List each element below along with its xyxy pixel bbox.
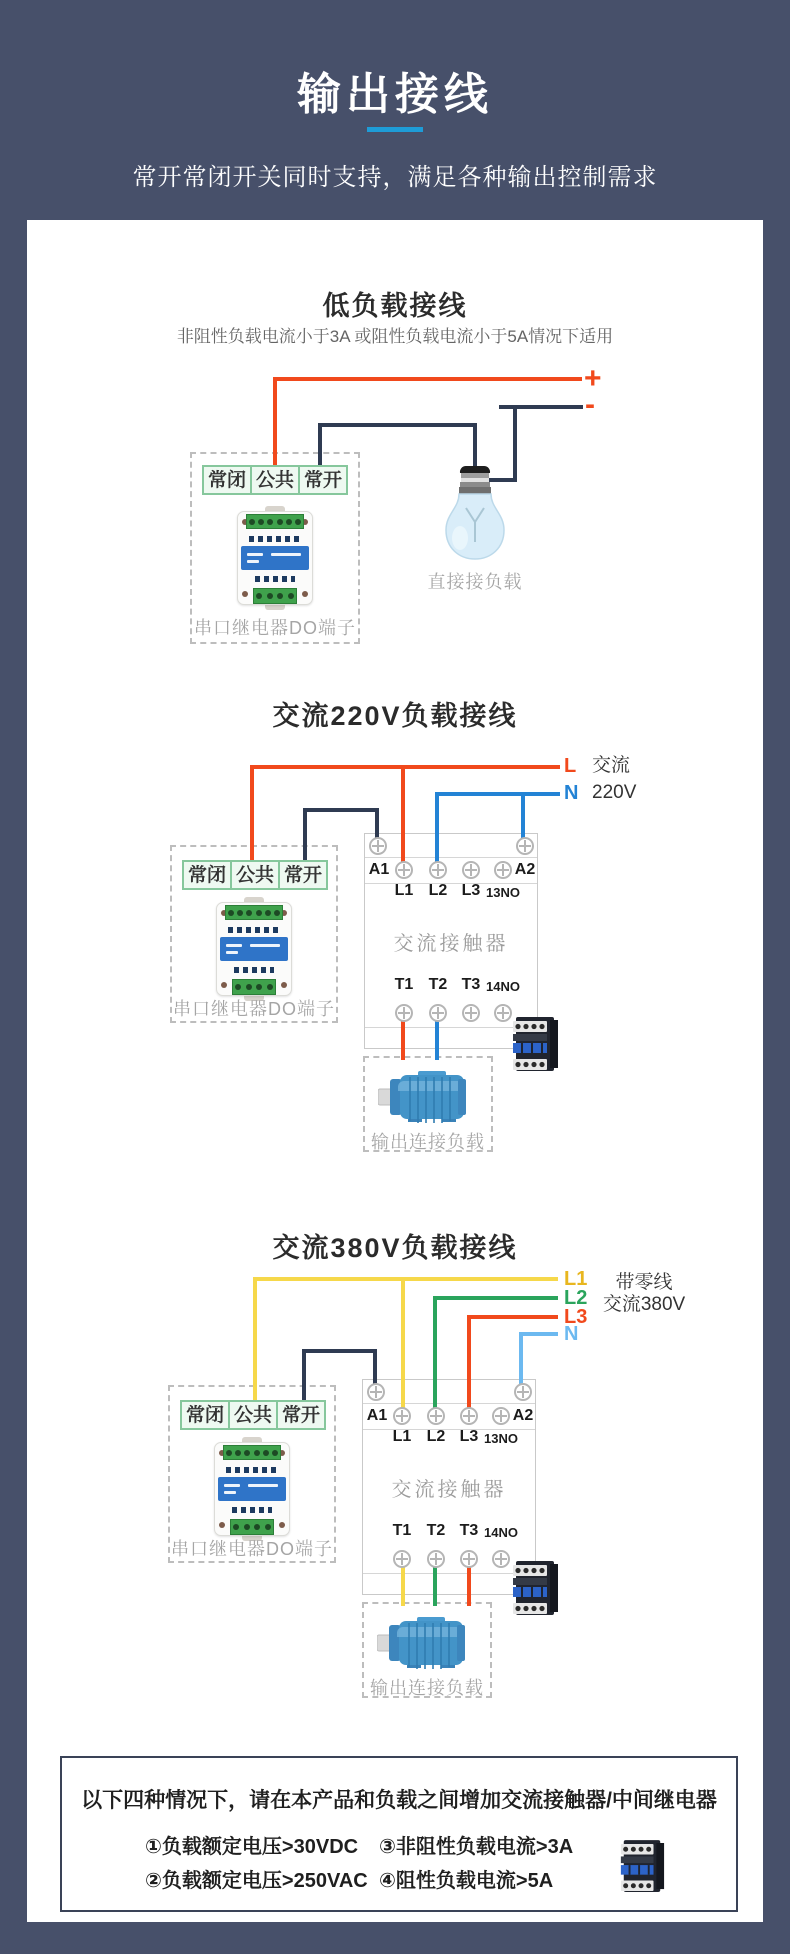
screw-terminal-icon [395, 861, 413, 879]
screw-terminal-icon [492, 1550, 510, 1568]
label-a2: A2 [514, 861, 536, 878]
screw-terminal-icon [462, 1004, 480, 1022]
wire-l3-horizontal [467, 1315, 558, 1319]
label-neutral: N [564, 782, 579, 804]
wire-l2-to-contactor [433, 1296, 437, 1415]
label-l3-wire: L3 [564, 1306, 588, 1328]
relay-terminal-row [202, 465, 348, 495]
contactor-photo-icon [510, 1016, 560, 1074]
wire-no-vertical [302, 1349, 306, 1400]
bulb-caption: 直接接负载 [427, 572, 523, 592]
label-l1: L1 [394, 882, 414, 899]
screw-terminal-icon [395, 1004, 413, 1022]
wire-neutral-to-l2 [435, 792, 439, 869]
wire-l1-horizontal [253, 1277, 558, 1281]
screw-terminal-icon [516, 837, 534, 855]
label-a1: A1 [366, 1407, 388, 1424]
label-t3: T3 [459, 1522, 479, 1539]
relay-do-box [190, 452, 360, 644]
relay-label-band [241, 546, 309, 570]
source-text-1: 交流 [592, 755, 631, 776]
wire-live-to-l1 [401, 765, 405, 869]
label-t1: T1 [394, 976, 414, 993]
label-live: L [564, 755, 577, 777]
notice-item-3: ③非阻性负载电流>3A [379, 1836, 574, 1858]
relay-caption: 串口继电器DO端子 [194, 618, 356, 638]
wire-minus-vertical [513, 405, 517, 482]
relay-caption: 串口继电器DO端子 [171, 1539, 333, 1559]
contactor-photo-icon [618, 1838, 666, 1896]
wire-l1-to-contactor [401, 1277, 405, 1415]
wire-no-horizontal [302, 1349, 377, 1353]
label-l3: L3 [459, 1428, 479, 1445]
page-subtitle: 常开常闭开关同时支持，满足各种输出控制需求 [132, 164, 658, 191]
load-box [363, 1056, 493, 1152]
page-title: 输出接线 [297, 70, 493, 119]
screw-terminal-icon [393, 1407, 411, 1425]
notice-item-2: ②负载额定电压>250VAC [145, 1870, 368, 1892]
wire-neutral-horizontal [435, 792, 560, 796]
label-l1-wire: L1 [564, 1268, 588, 1290]
source-text-2: 220V [592, 782, 637, 803]
minus-terminal-label: - [585, 388, 595, 421]
contactor-name: 交流接触器 [393, 933, 509, 955]
terminal-no: 常开 [276, 1400, 326, 1430]
terminal-nc: 常闭 [202, 465, 252, 495]
source-text-2: 交流380V [602, 1294, 686, 1315]
wire-l1-to-com [253, 1277, 257, 1400]
terminal-com: 公共 [250, 465, 300, 495]
label-l2: L2 [428, 882, 448, 899]
notice-item-1: ①负载额定电压>30VDC [145, 1836, 359, 1858]
terminal-no: 常开 [298, 465, 348, 495]
label-t2: T2 [426, 1522, 446, 1539]
label-t2: T2 [428, 976, 448, 993]
motor-caption: 输出连接负载 [370, 1678, 484, 1698]
notice-item-4: ④阻性负载电流>5A [379, 1870, 554, 1892]
label-l2: L2 [426, 1428, 446, 1445]
wire-minus-horizontal [499, 405, 583, 409]
screw-terminal-icon [427, 1550, 445, 1568]
motor-caption: 输出连接负载 [371, 1132, 485, 1152]
relay-caption: 串口继电器DO端子 [173, 999, 335, 1019]
relay-top-terminal [246, 514, 304, 529]
screw-terminal-icon [393, 1550, 411, 1568]
relay-module-image [233, 506, 317, 610]
section-ac220-title: 交流220V负载接线 [272, 701, 518, 731]
screw-terminal-icon [494, 861, 512, 879]
screw-terminal-icon [514, 1383, 532, 1401]
label-l1: L1 [392, 1428, 412, 1445]
wire-live-horizontal [250, 765, 560, 769]
notice-title: 以下四种情况下，请在本产品和负载之间增加交流接触器/中间继电器 [81, 1789, 717, 1812]
motor-icon [377, 1617, 481, 1669]
screw-terminal-icon [429, 861, 447, 879]
screw-terminal-icon [462, 861, 480, 879]
label-14no: 14NO [484, 1525, 518, 1540]
terminal-nc: 常闭 [182, 860, 232, 890]
label-n-wire: N [564, 1323, 579, 1345]
wire-common-to-plus-vertical [273, 377, 277, 467]
section-low-load-title: 低负载接线 [322, 291, 468, 321]
source-text-1: 带零线 [615, 1272, 673, 1293]
wire-bulb-top [473, 423, 477, 470]
light-bulb-icon [440, 464, 510, 564]
label-13no: 13NO [486, 885, 520, 900]
section-low-load-subtitle: 非阻性负载电流小于3A 或阻性负载电流小于5A情况下适用 [176, 327, 614, 346]
load-box [362, 1602, 492, 1698]
relay-terminal-row [180, 1400, 326, 1430]
screw-terminal-icon [367, 1383, 385, 1401]
screw-terminal-icon [460, 1550, 478, 1568]
screw-terminal-icon [429, 1004, 447, 1022]
relay-bottom-terminal [253, 588, 297, 604]
wire-plus-horizontal [273, 377, 582, 381]
relay-do-box [168, 1385, 336, 1563]
label-14no: 14NO [486, 979, 520, 994]
contactor-name: 交流接触器 [391, 1479, 507, 1501]
wire-no-horizontal [318, 423, 477, 427]
contactor-photo-icon [510, 1560, 560, 1618]
title-divider [367, 127, 423, 132]
terminal-no: 常开 [278, 860, 328, 890]
wire-no-vertical [303, 808, 307, 862]
wire-l3-to-contactor [467, 1315, 471, 1415]
screw-terminal-icon [369, 837, 387, 855]
relay-do-box [170, 845, 338, 1023]
section-ac380-title: 交流380V负载接线 [272, 1233, 518, 1263]
relay-module-image [212, 897, 296, 1001]
label-13no: 13NO [484, 1431, 518, 1446]
wire-no-horizontal [303, 808, 379, 812]
wire-n-horizontal [519, 1332, 558, 1336]
screw-terminal-icon [460, 1407, 478, 1425]
wire-no-vertical [318, 423, 322, 467]
terminal-nc: 常闭 [180, 1400, 230, 1430]
screw-terminal-icon [492, 1407, 510, 1425]
plus-terminal-label: + [584, 362, 602, 395]
relay-terminal-row [182, 860, 328, 890]
screw-terminal-icon [427, 1407, 445, 1425]
notice-box [60, 1756, 738, 1912]
wire-live-to-com [250, 765, 254, 860]
terminal-com: 公共 [228, 1400, 278, 1430]
label-t3: T3 [461, 976, 481, 993]
wire-l2-horizontal [433, 1296, 558, 1300]
label-l3: L3 [461, 882, 481, 899]
label-a2: A2 [512, 1407, 534, 1424]
terminal-com: 公共 [230, 860, 280, 890]
label-l2-wire: L2 [564, 1287, 588, 1309]
relay-module-image [210, 1437, 294, 1541]
label-t1: T1 [392, 1522, 412, 1539]
label-a1: A1 [368, 861, 390, 878]
motor-icon [378, 1071, 482, 1123]
